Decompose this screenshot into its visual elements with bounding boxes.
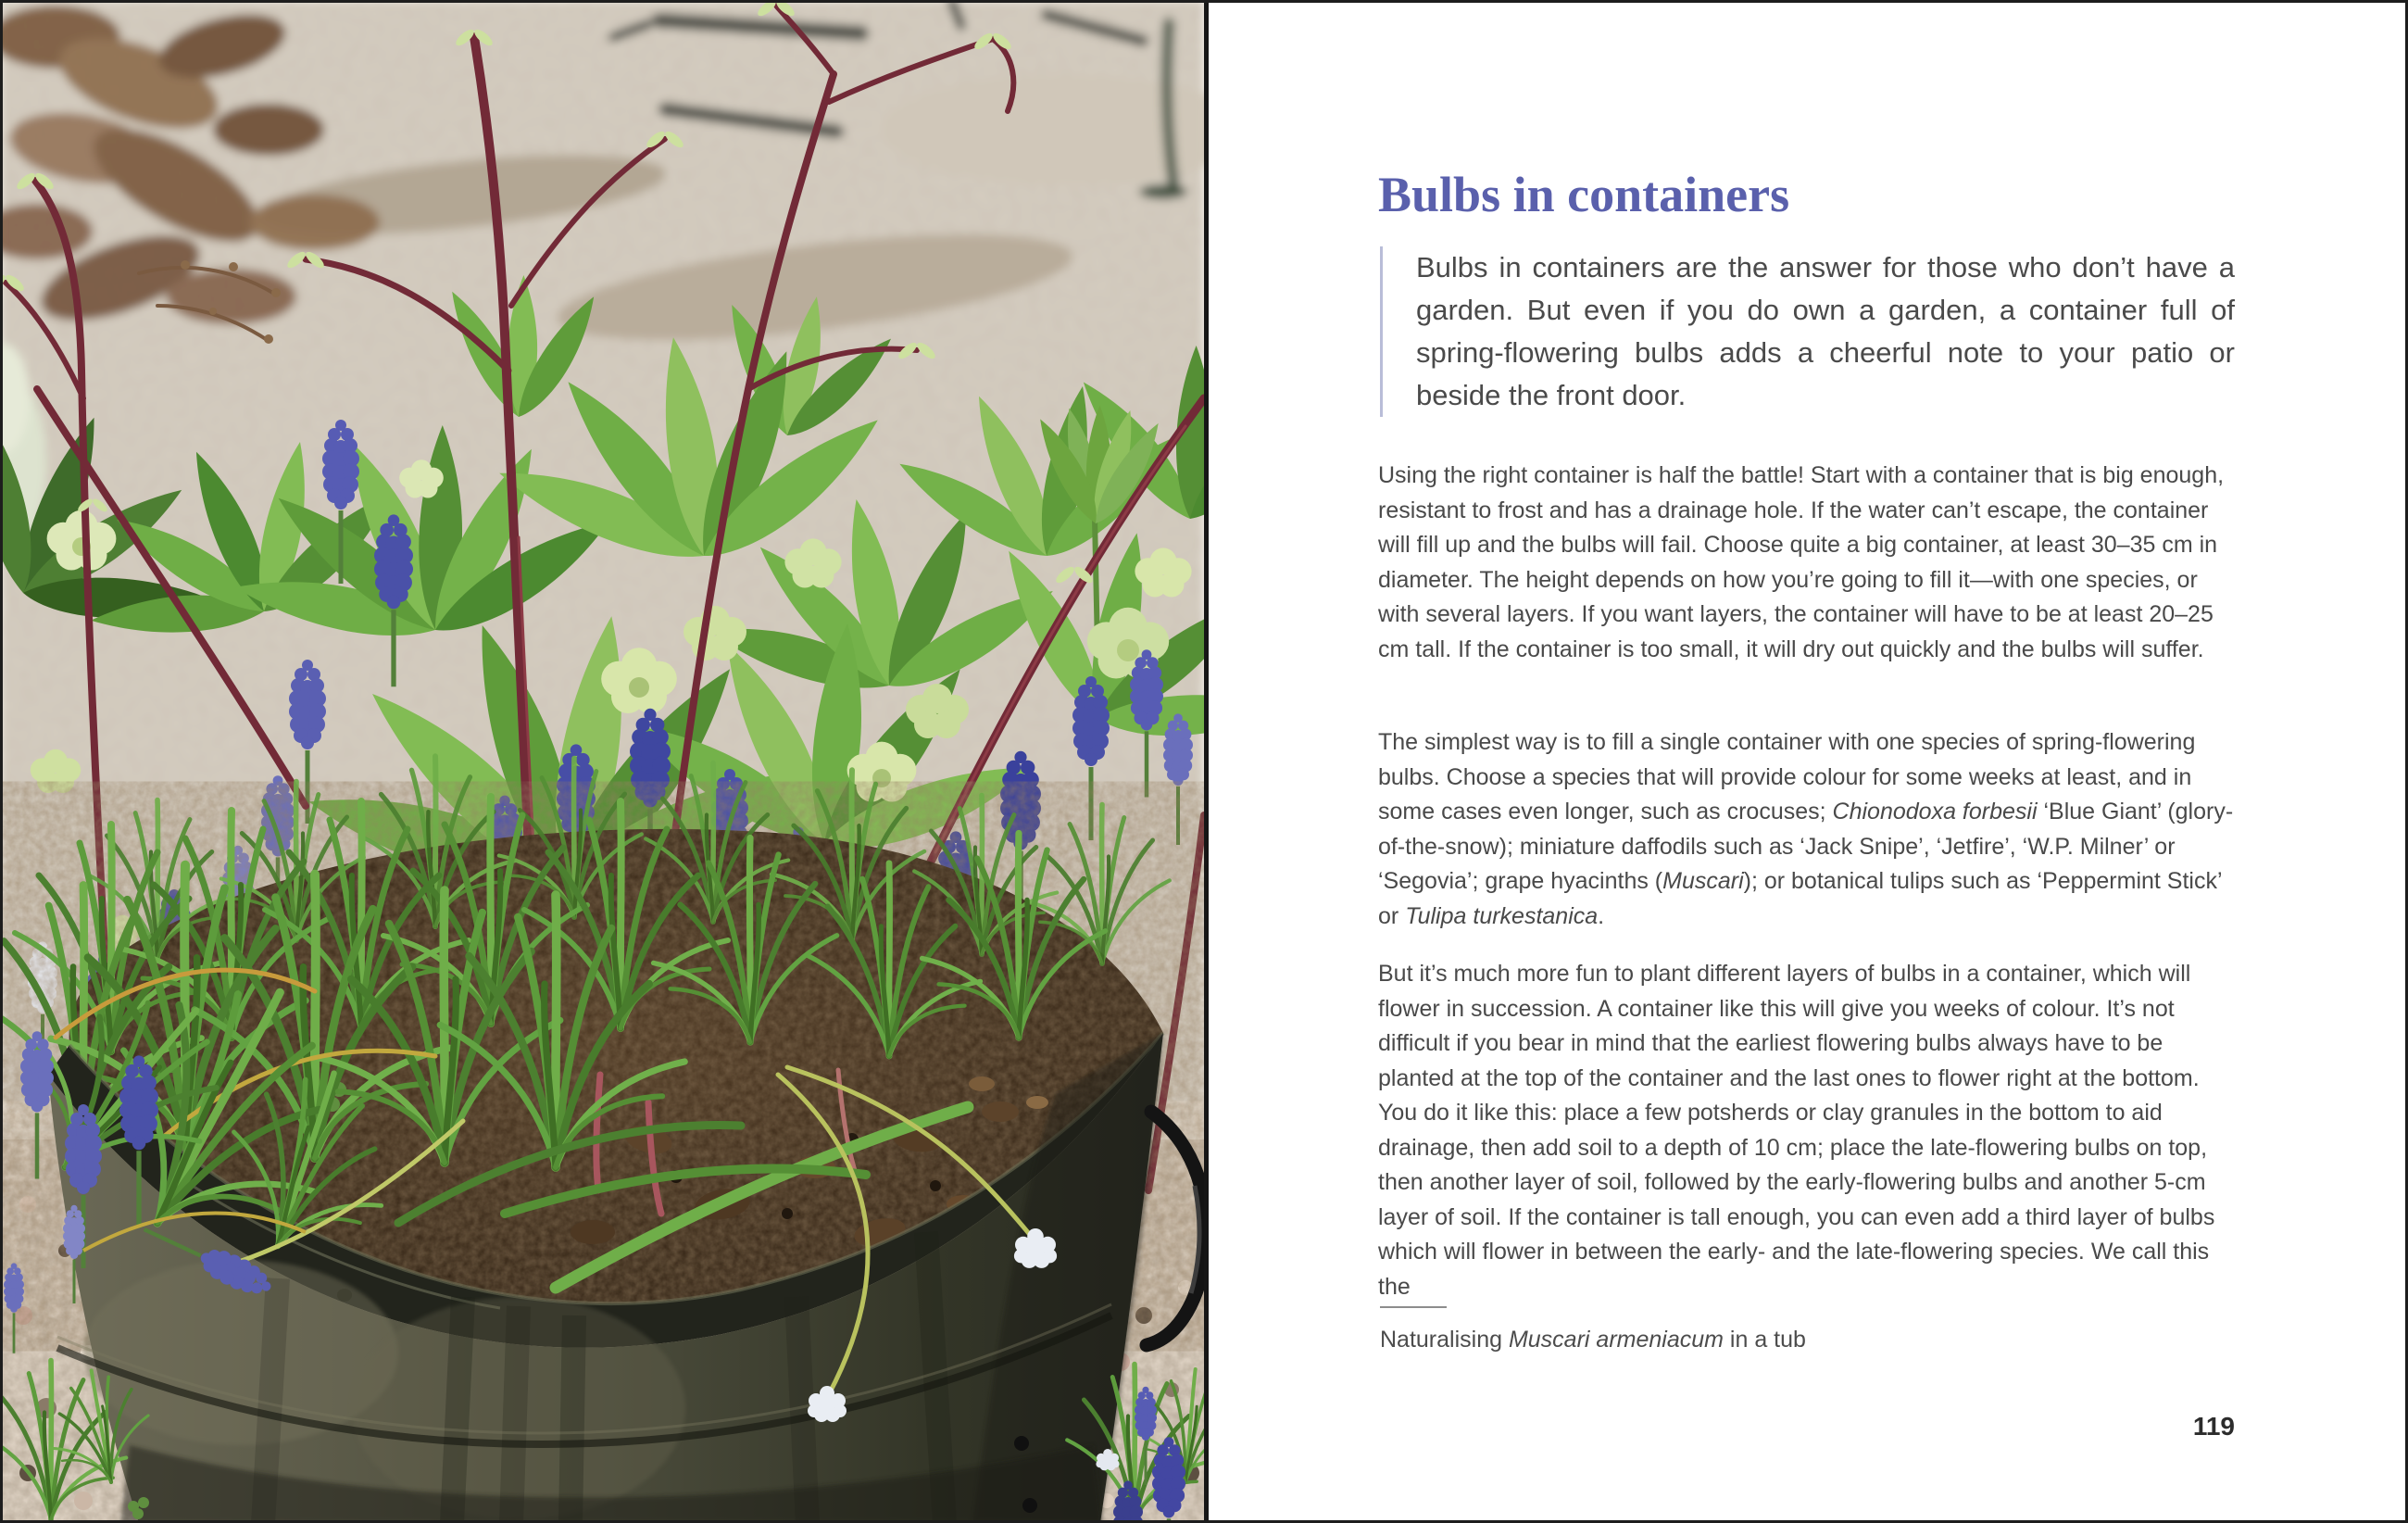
caption-rule <box>1380 1306 1447 1308</box>
body-paragraph-3: But it’s much more fun to plant different layers of bulbs in a container, which will flower in succession. A container like this will give you weeks of colour. It’s not difficult if you bear in mind that the earliest flowering bulbs always have to be planted at the top of the container and the last ones to flower right at the bottom. You do it like this: place a few potsherds or clay granules in the bottom to aid drainage, then add soil to a depth of 10 cm; place the late-flowering bulbs on top, then another layer of soil, followed by the early-flowering bulbs and another 5-cm layer of soil. If the container is tall enough, you can even add a third layer of bulbs which will flower in between the early- and the late-flowering species. We call this the <box>1378 961 2215 1300</box>
page-number: 119 <box>2192 1412 2235 1441</box>
body-paragraph-1: Using the right container is half the battle! Start with a container that is big enough, resistant to frost and has a drainage hole. If the water can’t escape, the container will fill up and the bulbs will fail. Choose quite a big container, at least 30–35 cm in diameter. The height depends on how you’re going to fill it—with one species, or with several layers. If you want layers, the container will have to be at least 20–25 cm tall. If the container is too small, it will dry out quickly and the bulbs will suffer. <box>1378 462 2225 662</box>
page-title: Bulbs in containers <box>1378 167 1790 222</box>
text-page <box>1378 0 2237 1523</box>
photo-caption: Naturalising Muscari armeniacum in a tub <box>1380 1327 1806 1353</box>
page-gutter-divider <box>1204 0 1209 1523</box>
intro-quote: Bulbs in containers are the answer for those who don’t have a garden. But even if you do own a garden, a container full of spring-flowering bulbs adds a cheerful note to your patio or beside the front door. <box>1380 246 2235 417</box>
body-paragraph-2: The simplest way is to fill a single container with one species of spring-flowering bulbs. Choose a species that will provide colour for some weeks at least, and in some cases even longer, such as crocuses; Chionodoxa forbesii ‘Blue Giant’ (glory-of-the-snow); miniature daffodils such as ‘Jack Snipe’, ‘Jetfire’, ‘W.P. Milner’ or ‘Segovia’; grape hyacinths (Muscari); or botanical tulips such as ‘Peppermint Stick’ or Tulipa turkestanica. <box>1378 729 2234 929</box>
